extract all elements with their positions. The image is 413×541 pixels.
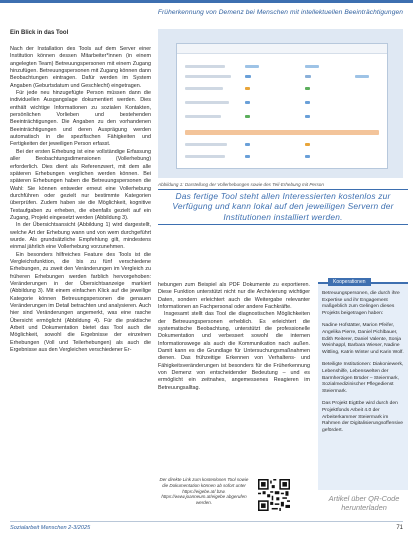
info-paragraph: Das Projekt EigEbe wird durch den Projektfonds Arbeit 4.0 der Arbeiterkammer Steiermark im Rahmen der Digitalisierungsoffensive gefördert.: [322, 401, 403, 433]
page-number: 71: [396, 525, 403, 531]
paragraph: Insgesamt stellt das Tool die diagnostischen Möglichkeiten der Betreuungspersonen erheblich. Es erleichtert die systematische Beobachtung, unterstützt die professionelle Dokumentation und verbessert sowohl die internen Informationswege als auch die Kommunikation nach außen. Damit kann es die Grundlage für Untersuchungsmaßnahmen dienen. Das frühzeitige Erkennen von Verhaltens- und Fähigkeitsveränderungen ist besonders für die Früherkennung von Demenz von entscheidender Bedeutung – und es ermöglicht ein zeitnahes, angemessenes Reagieren im Betreuungsalltag.: [158, 311, 310, 391]
screenshot-header-bar: [177, 44, 387, 54]
column-middle: [158, 282, 310, 392]
paragraph: In der Übersichtsansicht (Abbildung 1) wird dargestellt, welche Art der Erhebung wann und von wem durchgeführt wurde. Als grundsätzliche Empfehlung gilt, mindestens einmal jährlich eine Vollerhebung vorzunehmen.: [10, 222, 151, 251]
pull-quote: Das fertige Tool steht allen Interessierten kostenlos zur Verfügung und kann lokal auf den jeweiligen Servern der Institutionen installiert werden.: [172, 191, 394, 222]
info-box-label: Kooperationen: [328, 278, 371, 286]
qr-code-icon[interactable]: [258, 479, 290, 511]
running-title: Früherkennung von Demenz bei Menschen mit intellektuellen Beeinträchtigungen: [157, 9, 403, 16]
screenshot-row: [185, 114, 379, 120]
info-box-text: [322, 291, 404, 440]
qr-callout: Artikel über QR-Code herunterladen: [328, 494, 400, 513]
screenshot-row: [185, 154, 379, 160]
screenshot-row: [185, 100, 379, 106]
column-left: [10, 46, 151, 354]
journal-issue: Sozialarbeit Menschen 2-3/2025: [10, 525, 91, 531]
paragraph: Bei der ersten Erhebung ist eine vollständige Erfassung aller Beobachtungsdimensionen (Vollerhebung) erforderlich. Dies dient als Referenzwert, mit dem alle späteren Erhebungen verglichen werden können. Bei späteren Erhebungen haben die Betreuungspersonen die Wahl: Sie können entweder erneut eine Vollerhebung durchführen oder gezielt nur bestimmte Kategorien überprüfen. Zudem haben sie die Möglichkeit, kognitive Testaufgaben zu erheben, die ebenfalls gezielt auf ein Zugang, Projekt eingesetzt werden (Abbildung 3).: [10, 148, 151, 221]
screenshot-row-highlight: [185, 130, 379, 136]
paragraph: Für jede neu hinzugefügte Person müssen dann die individuellen Ausgangslage dokumentiert werden. Dies enthält wichtige Informationen zu sozialen Kontakten, persönlichen Vorlieben und bestehenden Beeinträchtigungen. Die Angaben zu den vorhandenen Beeinträchtigungen und deren Ausprägung werden automatisch in die spezifischen Fähigkeiten und Fertigkeiten der jeweiligen Person erfasst.: [10, 90, 151, 148]
pullquote-rule-bottom: [158, 224, 408, 225]
info-paragraph: Betreuungspersonen, die durch ihre Expertise und ihr Engagement maßgeblich zum Gelingen dieses Projekts beigetragen haben:: [322, 291, 400, 316]
footer-rule: [10, 521, 403, 522]
figure-caption: Abbildung 1: Darstellung der Vollerhebungen sowie des Teil-Erhebung mit Person: [158, 182, 324, 187]
screenshot-row: [185, 64, 379, 70]
paragraph: hebungen zum Beispiel als PDF Dokumente zu exportieren. Diese Funktion unterstützt nicht nur die Archivierung wichtiger Daten, sondern erleichtert auch die Weitergabe relevanter Informationen an Fachpersonal oder andere Fachkräfte.: [158, 282, 310, 311]
info-paragraph: Nadine Hofstätter, Marion Pfeifer, Angelika Pierre, Daniel Pichlbauer, Edith Reiterer, Daniel Valente, Sonja Weinhappl, Barbara Wieser, Nadine Wittling, Katrin Winter und Karin Wolf.: [322, 323, 404, 355]
screenshot-row: [185, 74, 379, 80]
figure-1: [158, 29, 403, 178]
screenshot-row: [185, 142, 379, 148]
paragraph: Nach der Installation des Tools auf dem Server einer Institution können dessen Mitarbeiter*innen (in einem angelegten Team) Betreuungspersonen mit einem Zugang hinzufügen. Betreuungspersonen mit Zugang können dann Beobachtungen eintragen. Dafür werden im System Angaben (Geburtsdatum und Geschlecht) eingetragen.: [10, 46, 151, 89]
tool-screenshot: [176, 43, 388, 169]
qr-description: Der direkte Link zum kostenlosen Tool sowie die Dokumentation können ab sofort unter https://eigebe.at/ bzw. https://www.joanneum.at/eigebe abgerufen werden.: [159, 477, 249, 506]
paragraph: Ein besonders hilfreiches Feature des Tools ist die Vergleichsfunktion, die bis zu fünf verschiedene Erhebungen, zu zweit den Veränderungen im Vergleich zu früheren Erhebungen werden farblich hervorgehoben: Veränderungen in der Übersichtsanzeige markiert (Abbildung 3). Mit einem einfachen Klick auf die jeweilige Kategorie können Betreuungspersonen die genauen Veränderungen im Detail betrachten und analysieren. Auch hier sind Veränderungen angemerkt, was eine rasche Übersicht ermöglicht (Abbildung 4). Für die praktische Arbeit und Dokumentation bietet das Tool auch die Möglichkeit, sowohl die Ergebnisse der einzelnen Erhebungen (Voll und Teilerhebungen) als auch die Ergebnisse aus den Vergleichen verschiedener Er-: [10, 251, 151, 354]
section-heading: Ein Blick in das Tool: [10, 30, 69, 36]
header-rule: [0, 0, 413, 3]
screenshot-row: [185, 86, 379, 92]
info-paragraph: Beteiligte Institutionen: Diakoniewerk, Lebenshilfe, Lebenswelten der Barmherzigen Brüder – Steiermark, Sozialmedizinischer Pflegedienst Steiermark.: [322, 362, 404, 394]
info-box: [318, 279, 408, 490]
pullquote-rule-top: [158, 189, 408, 190]
running-header: [0, 0, 413, 22]
qr-block: [158, 477, 288, 520]
